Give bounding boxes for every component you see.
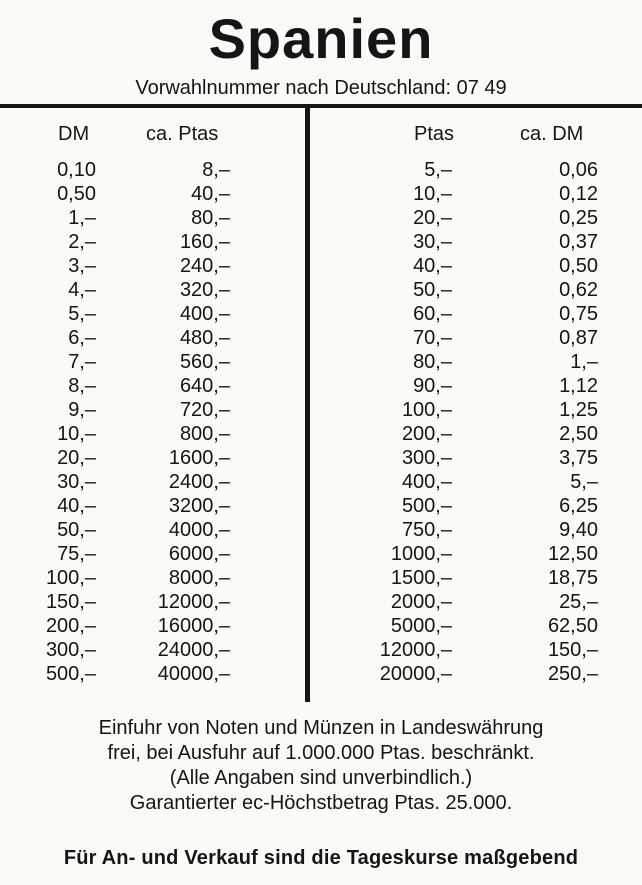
ptas-amount-cell: 8,– (202, 159, 230, 181)
dm-amount-cell: 2,50 (559, 423, 598, 445)
ptas-amount-cell: 12000,– (157, 591, 230, 613)
ptas-amount-cell: 400,– (401, 471, 452, 493)
ptas-amount-cell: 80,– (191, 207, 230, 229)
note-line: (Alle Angaben sind unverbindlich.) (169, 767, 473, 789)
dm-amount-cell: 6,– (68, 327, 96, 349)
ptas-amount-cell: 6000,– (168, 543, 230, 565)
column-divider (305, 108, 310, 702)
dm-amount-cell: 0,50 (57, 183, 96, 205)
dm-amount-cell: 150,– (547, 639, 598, 661)
note-line: Garantierter ec-Höchstbetrag Ptas. 25.000. (129, 792, 513, 814)
ptas-amount-cell: 240,– (179, 255, 230, 277)
dm-amount-cell: 0,10 (57, 159, 96, 181)
dm-amount-cell: 0,12 (559, 183, 598, 205)
dm-amount-cell: 0,62 (559, 279, 598, 301)
dm-amount-cell: 18,75 (547, 567, 598, 589)
ptas-amount-cell: 160,– (179, 231, 230, 253)
dm-amount-cell: 500,– (45, 663, 96, 685)
right-ptas-column (340, 158, 452, 686)
ptas-amount-cell: 90,– (413, 375, 452, 397)
ptas-amount-cell: 300,– (401, 447, 452, 469)
note-line: Einfuhr von Noten und Münzen in Landeswährung (98, 717, 544, 739)
dm-amount-cell: 0,75 (559, 303, 598, 325)
ptas-amount-cell: 4000,– (168, 519, 230, 541)
left-header-ptas: ca. Ptas (146, 123, 219, 145)
ptas-amount-cell: 70,– (413, 327, 452, 349)
ptas-amount-cell: 400,– (179, 303, 230, 325)
ptas-amount-cell: 80,– (413, 351, 452, 373)
ptas-amount-cell: 8000,– (168, 567, 230, 589)
ptas-amount-cell: 12000,– (379, 639, 452, 661)
header-divider (0, 104, 642, 108)
ptas-amount-cell: 320,– (179, 279, 230, 301)
dm-amount-cell: 150,– (45, 591, 96, 613)
ptas-amount-cell: 40,– (191, 183, 230, 205)
left-ptas-column (110, 158, 230, 686)
ptas-amount-cell: 3200,– (168, 495, 230, 517)
dm-amount-cell: 9,40 (559, 519, 598, 541)
ptas-amount-cell: 30,– (413, 231, 452, 253)
ptas-amount-cell: 50,– (413, 279, 452, 301)
ptas-amount-cell: 40,– (413, 255, 452, 277)
import-export-notes (0, 716, 642, 816)
dm-amount-cell: 0,06 (559, 159, 598, 181)
dm-amount-cell: 3,75 (559, 447, 598, 469)
ptas-amount-cell: 20000,– (379, 663, 452, 685)
ptas-amount-cell: 640,– (179, 375, 230, 397)
ptas-amount-cell: 24000,– (157, 639, 230, 661)
dm-amount-cell: 2,– (68, 231, 96, 253)
ptas-amount-cell: 1000,– (390, 543, 452, 565)
dm-amount-cell: 20,– (57, 447, 96, 469)
dm-amount-cell: 10,– (57, 423, 96, 445)
ptas-amount-cell: 480,– (179, 327, 230, 349)
dm-amount-cell: 0,25 (559, 207, 598, 229)
ptas-amount-cell: 100,– (401, 399, 452, 421)
ptas-amount-cell: 200,– (401, 423, 452, 445)
dm-amount-cell: 0,87 (559, 327, 598, 349)
dm-amount-cell: 3,– (68, 255, 96, 277)
dm-amount-cell: 250,– (547, 663, 598, 685)
ptas-amount-cell: 20,– (413, 207, 452, 229)
ptas-amount-cell: 16000,– (157, 615, 230, 637)
dm-amount-cell: 1,25 (559, 399, 598, 421)
dm-amount-cell: 5,– (68, 303, 96, 325)
ptas-amount-cell: 2000,– (390, 591, 452, 613)
dm-amount-cell: 62,50 (547, 615, 598, 637)
footer-note: Für An- und Verkauf sind die Tageskurse maßgebend (63, 847, 579, 869)
ptas-amount-cell: 40000,– (157, 663, 230, 685)
dm-amount-cell: 75,– (57, 543, 96, 565)
ptas-amount-cell: 560,– (179, 351, 230, 373)
dm-amount-cell: 8,– (68, 375, 96, 397)
dm-amount-cell: 300,– (45, 639, 96, 661)
dialing-code-subtitle: Vorwahlnummer nach Deutschland: 07 49 (135, 77, 507, 99)
dm-amount-cell: 7,– (68, 351, 96, 373)
dm-amount-cell: 4,– (68, 279, 96, 301)
dm-amount-cell: 50,– (57, 519, 96, 541)
ptas-amount-cell: 10,– (413, 183, 452, 205)
dm-amount-cell: 30,– (57, 471, 96, 493)
right-header-dm: ca. DM (520, 123, 584, 145)
page-title: Spanien (208, 7, 434, 70)
dm-amount-cell: 1,– (570, 351, 598, 373)
dm-amount-cell: 1,12 (559, 375, 598, 397)
left-dm-column (34, 158, 96, 686)
ptas-amount-cell: 2400,– (168, 471, 230, 493)
ptas-amount-cell: 1600,– (168, 447, 230, 469)
dm-amount-cell: 12,50 (547, 543, 598, 565)
ptas-amount-cell: 500,– (401, 495, 452, 517)
right-header-ptas: Ptas (414, 123, 455, 145)
dm-amount-cell: 1,– (68, 207, 96, 229)
dm-amount-cell: 25,– (559, 591, 598, 613)
ptas-amount-cell: 720,– (179, 399, 230, 421)
ptas-amount-cell: 800,– (179, 423, 230, 445)
ptas-amount-cell: 60,– (413, 303, 452, 325)
dm-amount-cell: 0,50 (559, 255, 598, 277)
note-line: frei, bei Ausfuhr auf 1.000.000 Ptas. beschränkt. (107, 742, 535, 764)
dm-amount-cell: 100,– (45, 567, 96, 589)
ptas-amount-cell: 750,– (401, 519, 452, 541)
dm-amount-cell: 0,37 (559, 231, 598, 253)
ptas-amount-cell: 5,– (424, 159, 452, 181)
ptas-amount-cell: 1500,– (390, 567, 452, 589)
dm-amount-cell: 5,– (570, 471, 598, 493)
ptas-amount-cell: 5000,– (390, 615, 452, 637)
left-header-dm: DM (58, 123, 90, 145)
dm-amount-cell: 40,– (57, 495, 96, 517)
dm-amount-cell: 200,– (45, 615, 96, 637)
dm-amount-cell: 9,– (68, 399, 96, 421)
right-dm-column (480, 158, 598, 686)
dm-amount-cell: 6,25 (559, 495, 598, 517)
